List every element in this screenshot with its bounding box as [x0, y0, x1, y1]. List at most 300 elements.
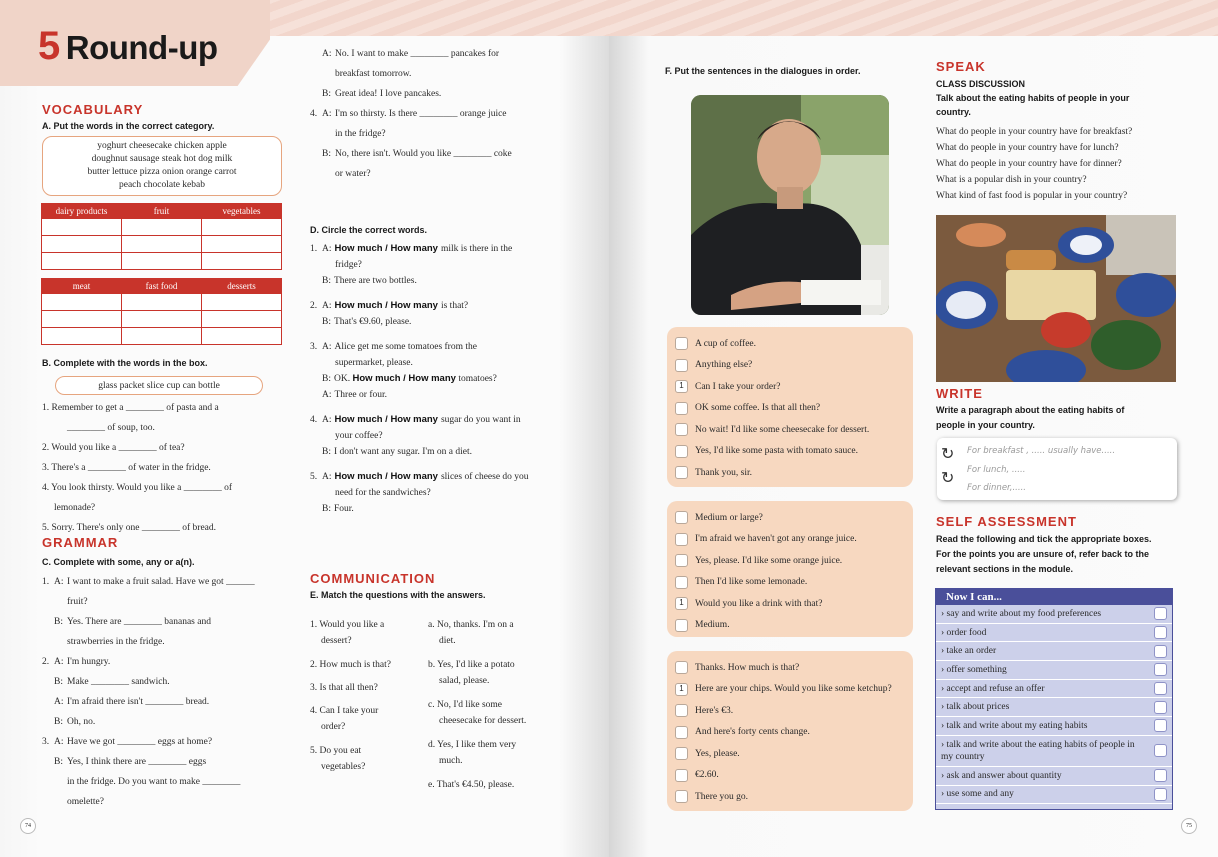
speaker-label: B:: [322, 276, 331, 286]
question: dessert?: [321, 636, 352, 646]
exercise-line: 1. Remember to get a ________ of pasta and a: [42, 403, 219, 413]
table-cell[interactable]: [202, 219, 282, 236]
exercise-line: [42, 632, 282, 652]
choice-words[interactable]: How much / How many: [352, 373, 456, 384]
self-assessment-checkbox[interactable]: [1154, 719, 1167, 732]
self-item-text: say and write about my food preferences: [946, 608, 1102, 619]
speaker-label: [54, 772, 67, 792]
table-header: fast food: [122, 279, 202, 294]
exercise-line: ________ of soup, too.: [67, 423, 155, 433]
order-checkbox[interactable]: [675, 533, 688, 546]
dialogue-text: is that?: [440, 301, 469, 311]
category-table-2: [41, 278, 282, 345]
dialogue-text: in the fridge. Do you want to make ________: [67, 777, 241, 787]
vocabulary-heading: VOCABULARY: [42, 102, 144, 117]
question: 5. Do you eat: [310, 746, 362, 756]
write-example-line: For dinner,.....: [967, 483, 1026, 493]
chevron-right-icon: ›: [941, 608, 947, 619]
dialogue-text: Three or four.: [334, 390, 387, 400]
item-number: [310, 44, 322, 64]
question: 4. Can I take your: [310, 706, 379, 716]
speak-instructions: Talk about the eating habits of people in your: [936, 93, 1130, 103]
dialogue-sentence: There you go.: [695, 791, 749, 802]
order-checkbox[interactable]: [675, 337, 688, 350]
write-instructions: Write a paragraph about the eating habits of: [936, 405, 1125, 415]
self-item-label: [941, 608, 1146, 620]
chevron-right-icon: ›: [941, 770, 947, 781]
order-checkbox[interactable]: [675, 402, 688, 415]
dialogue-line: [675, 376, 905, 398]
dialogue-text: Great idea! I love pancakes.: [335, 89, 442, 99]
exercise-line: 5. Sorry. There's only one ________ of bread.: [42, 523, 216, 533]
exercise-line: lemonade?: [54, 503, 96, 513]
chevron-right-icon: ›: [941, 789, 947, 800]
write-example-line: For lunch, .....: [967, 465, 1026, 475]
self-assessment-item: [936, 605, 1172, 624]
dialogue-sentence: Then I'd like some lemonade.: [695, 577, 808, 588]
dialogue-text: I'm afraid there isn't ________ bread.: [67, 697, 210, 707]
speaker-label: A:: [54, 737, 64, 747]
speaker-label: A:: [54, 577, 64, 587]
speak-questions: [936, 124, 1132, 204]
table-header: desserts: [202, 279, 282, 294]
answer: e. That's €4.50, please.: [428, 780, 515, 790]
item-number: [42, 692, 54, 712]
speaker-label: A:: [322, 415, 332, 425]
dialogue-text: I'm so thirsty. Is there ________ orange juice: [335, 109, 507, 119]
dialogue-text: There are two bottles.: [333, 276, 417, 286]
dialogue-line: [675, 398, 905, 420]
word-box-b: glass packet slice cup can bottle: [55, 376, 263, 395]
exercise-b-items: [42, 398, 232, 538]
question: 3. Is that all then?: [310, 683, 378, 693]
answer: much.: [439, 756, 463, 766]
self-assessment-item: [936, 698, 1172, 717]
exercise-line: [42, 772, 282, 792]
dialogue-sentence: Medium or large?: [695, 512, 763, 523]
speak-instructions-2: country.: [936, 107, 971, 117]
self-item-label: [941, 701, 1146, 713]
self-item-label: [941, 788, 1146, 800]
dialogue-text: Make ________ sandwich.: [67, 677, 170, 687]
speaker-label: B:: [54, 617, 63, 627]
dialogue-text: fruit?: [67, 597, 88, 607]
chevron-right-icon: ›: [941, 702, 947, 713]
exercise-line: [310, 144, 570, 164]
item-number: [42, 592, 54, 612]
answer: salad, please.: [439, 676, 490, 686]
table-cell[interactable]: [122, 253, 202, 270]
speaker-label: B:: [54, 677, 63, 687]
order-checkbox[interactable]: [675, 511, 688, 524]
table-cell[interactable]: [42, 294, 122, 311]
exercise-line: [42, 732, 282, 752]
dialogue-sentence: Here are your chips. Would you like some ketchup?: [695, 684, 892, 695]
question: 1. Would you like a: [310, 620, 385, 630]
exercise-line: [310, 64, 570, 84]
speaker-label: B:: [322, 504, 331, 514]
speaker-label: [322, 64, 335, 84]
speaker-label: A:: [322, 49, 332, 59]
speaker-label: A:: [322, 301, 332, 311]
table-header: dairy products: [42, 204, 122, 219]
self-assessment-item: [936, 661, 1172, 680]
self-assessment-item: [936, 767, 1172, 786]
dialogue-sentence: Thanks. How much is that?: [695, 662, 800, 673]
self-item-text: talk about prices: [946, 702, 1010, 713]
dialogue-line: [675, 355, 905, 377]
speaker-label: B:: [322, 374, 331, 384]
dialogue-line: [675, 657, 905, 679]
dialogue-text: OK.: [333, 374, 353, 384]
d-line: [310, 444, 580, 460]
table-cell[interactable]: [122, 219, 202, 236]
speaker-label: [322, 124, 335, 144]
self-item-label: [941, 770, 1146, 782]
dialogue-line: [675, 679, 905, 701]
exercise-c-items: [42, 572, 282, 812]
self-assessment-checkbox[interactable]: [1154, 788, 1167, 801]
self-assessment-checkbox[interactable]: [1154, 682, 1167, 695]
speaker-label: A:: [322, 342, 332, 352]
dialogue-text: That's €9.60, please.: [333, 317, 412, 327]
self-assessment-instructions: [936, 532, 1152, 577]
dialogue-sentence: Anything else?: [695, 360, 753, 371]
answer: c. No, I'd like some: [428, 700, 503, 710]
order-checkbox[interactable]: [675, 704, 688, 717]
dialogue-line: [675, 550, 905, 572]
order-checkbox[interactable]: [675, 747, 688, 760]
food-table-image: [936, 215, 1176, 382]
choice-words[interactable]: How much / How many: [334, 243, 438, 254]
table-cell[interactable]: [122, 236, 202, 253]
dialogue-text: No, there isn't. Would you like ________ coke: [335, 149, 512, 159]
dialogue-text: Have we got ________ eggs at home?: [67, 737, 213, 747]
dialogue-line: [675, 419, 905, 441]
order-checkbox[interactable]: [675, 790, 688, 803]
table-cell[interactable]: [202, 236, 282, 253]
speaker-label: [322, 164, 335, 184]
dialogue-sentence: OK some coffee. Is that all then?: [695, 403, 821, 414]
self-item-label: [941, 664, 1146, 676]
dialogue-text: tomatoes?: [455, 374, 497, 384]
instruction-line: Read the following and tick the appropriate boxes.: [936, 534, 1152, 544]
order-checkbox[interactable]: 1: [675, 597, 688, 610]
table-cell[interactable]: [42, 311, 122, 328]
choice-words[interactable]: How much / How many: [334, 471, 438, 482]
dialogue-sentence: Yes, please.: [695, 748, 740, 759]
dialogue-text: Four.: [333, 504, 354, 514]
order-checkbox[interactable]: [675, 661, 688, 674]
dialogue-sentence: Yes, I'd like some pasta with tomato sauce.: [695, 446, 859, 457]
now-i-can-box: [935, 588, 1173, 810]
order-checkbox[interactable]: [675, 423, 688, 436]
answers-column: [428, 617, 568, 793]
write-example-line: For breakfast , ..... usually have.....: [967, 446, 1116, 456]
self-assessment-checkbox[interactable]: [1154, 663, 1167, 676]
order-checkbox[interactable]: [675, 619, 688, 632]
order-checkbox[interactable]: [675, 726, 688, 739]
exercise-f-instructions: F. Put the sentences in the dialogues in order.: [665, 66, 861, 76]
d-line: your coffee?: [335, 431, 383, 441]
table-cell[interactable]: [42, 253, 122, 270]
table-header: fruit: [122, 204, 202, 219]
dialogue-sentence: Here's €3.: [695, 705, 734, 716]
curl-icon: ↻: [941, 468, 955, 487]
item-number: 2.: [42, 657, 50, 667]
page-number-right: 75: [1181, 818, 1197, 834]
speaker-label: A:: [322, 472, 332, 482]
self-item-label: [941, 645, 1146, 657]
word-line: doughnut sausage steak hot dog milk: [91, 154, 233, 164]
speak-question: What kind of fast food is popular in your country?: [936, 191, 1128, 201]
word-line: butter lettuce pizza onion orange carrot: [87, 167, 237, 177]
table-cell[interactable]: [42, 236, 122, 253]
choice-words[interactable]: How much / How many: [334, 300, 438, 311]
dialogue-line: [675, 743, 905, 765]
d-line: supermarket, please.: [335, 358, 413, 368]
order-checkbox[interactable]: [675, 466, 688, 479]
table-cell[interactable]: [202, 311, 282, 328]
item-number: [310, 124, 322, 144]
self-assessment-item: [936, 717, 1172, 736]
speak-heading: SPEAK: [936, 59, 986, 74]
question: 2. How much is that?: [310, 660, 392, 670]
question: order?: [321, 722, 346, 732]
unit-title-text: Round-up: [65, 29, 218, 66]
self-assessment-checkbox[interactable]: [1154, 769, 1167, 782]
answer: cheesecake for dessert.: [439, 716, 527, 726]
communication-heading: COMMUNICATION: [310, 571, 436, 586]
table-cell[interactable]: [202, 294, 282, 311]
table-cell[interactable]: [122, 328, 202, 345]
dialogue-line: [675, 507, 905, 529]
self-assessment-checkbox[interactable]: [1154, 744, 1167, 757]
self-item-text: accept and refuse an offer: [946, 683, 1045, 694]
now-i-can-title: Now I can...: [936, 589, 1172, 605]
exercise-line: [310, 44, 570, 64]
d-line: [310, 469, 580, 485]
choice-words[interactable]: How much / How many: [334, 414, 438, 425]
word-box-a: [42, 136, 282, 196]
d-line: [310, 387, 580, 403]
order-checkbox[interactable]: [675, 576, 688, 589]
self-item-label: [941, 683, 1146, 695]
dialogue-text: Alice get me some tomatoes from the: [334, 342, 477, 352]
exercise-line: [310, 124, 570, 144]
write-example-box: [937, 438, 1177, 500]
item-number: 2.: [310, 301, 318, 311]
dialogue-line: [675, 333, 905, 355]
speaker-label: [54, 792, 67, 812]
speaker-label: B:: [322, 89, 331, 99]
chevron-right-icon: ›: [941, 739, 947, 750]
dialogue-text: breakfast tomorrow.: [335, 69, 412, 79]
self-assessment-checkbox[interactable]: [1154, 626, 1167, 639]
dialogue-3: [667, 651, 913, 811]
dialogue-1: [667, 327, 913, 487]
speak-question: What do people in your country have for lunch?: [936, 143, 1119, 153]
order-checkbox[interactable]: [675, 554, 688, 567]
right-page: [609, 0, 1218, 857]
item-number: 4.: [310, 109, 318, 119]
self-assessment-checkbox[interactable]: [1154, 645, 1167, 658]
d-item: [310, 339, 580, 403]
dialogue-text: sugar do you want in: [440, 415, 521, 425]
dialogue-sentence: Thank you, sir.: [695, 467, 752, 478]
item-number: [310, 84, 322, 104]
table-cell[interactable]: [122, 294, 202, 311]
item-number: 3.: [310, 342, 318, 352]
dialogue-line: [675, 441, 905, 463]
exercise-c-instructions: C. Complete with some, any or a(n).: [42, 557, 195, 567]
item-number: [42, 752, 54, 772]
exercise-d-instructions: D. Circle the correct words.: [310, 225, 428, 235]
dialogue-line: [675, 615, 905, 637]
instruction-line: For the points you are unsure of, refer back to the: [936, 549, 1150, 559]
dialogue-line: [675, 572, 905, 594]
chevron-right-icon: ›: [941, 683, 947, 694]
self-assessment-heading: SELF ASSESSMENT: [936, 514, 1077, 529]
table-cell[interactable]: [42, 219, 122, 236]
item-number: [42, 792, 54, 812]
exercise-line: [310, 84, 570, 104]
item-number: [42, 612, 54, 632]
speaker-label: A:: [54, 697, 64, 707]
self-item-text: order food: [946, 627, 987, 638]
dialogue-text: I want to make a fruit salad. Have we got ______: [67, 577, 255, 587]
dialogue-sentence: A cup of coffee.: [695, 338, 757, 349]
self-assessment-item: [936, 736, 1172, 767]
instruction-line: relevant sections in the module.: [936, 564, 1074, 574]
table-cell[interactable]: [202, 328, 282, 345]
order-checkbox[interactable]: 1: [675, 683, 688, 696]
write-instructions-2: people in your country.: [936, 420, 1035, 430]
dialogue-sentence: Can I take your order?: [695, 381, 781, 392]
exercise-line: 2. Would you like a ________ of tea?: [42, 443, 185, 453]
table-header: vegetables: [202, 204, 282, 219]
d-item: [310, 412, 580, 460]
self-assessment-item: [936, 786, 1172, 805]
self-item-text: offer something: [946, 664, 1007, 675]
dialogue-text: or water?: [335, 169, 371, 179]
order-checkbox[interactable]: [675, 769, 688, 782]
self-item-text: talk and write about my eating habits: [946, 720, 1088, 731]
chevron-right-icon: ›: [941, 664, 947, 675]
d-line: [310, 371, 580, 387]
d-line: fridge?: [335, 260, 362, 270]
dialogue-sentence: Yes, please. I'd like some orange juice.: [695, 555, 843, 566]
self-item-label: [941, 720, 1146, 732]
order-checkbox[interactable]: 1: [675, 380, 688, 393]
speaker-label: B:: [322, 447, 331, 457]
dialogue-text: Yes. There are ________ bananas and: [67, 617, 211, 627]
d-line: [310, 501, 580, 517]
self-assessment-item: [936, 680, 1172, 699]
table-cell[interactable]: [42, 328, 122, 345]
exercise-line: [42, 592, 282, 612]
class-discussion-label: CLASS DISCUSSION: [936, 79, 1026, 89]
d-item: [310, 469, 580, 517]
dialogue-text: I'm hungry.: [67, 657, 111, 667]
dialogue-line: [675, 786, 905, 808]
d-item: [310, 298, 580, 330]
dialogue-text: omelette?: [67, 797, 104, 807]
speaker-label: A:: [322, 390, 332, 400]
order-checkbox[interactable]: [675, 445, 688, 458]
self-assessment-item: [936, 642, 1172, 661]
item-number: 5.: [310, 472, 318, 482]
table-cell[interactable]: [202, 253, 282, 270]
dialogue-sentence: Would you like a drink with that?: [695, 598, 823, 609]
unit-title: [38, 24, 218, 69]
exercise-a-instructions: A. Put the words in the correct category.: [42, 121, 215, 131]
dialogue-line: [675, 529, 905, 551]
answer: b. Yes, I'd like a potato: [428, 660, 515, 670]
exercise-line: [42, 572, 282, 592]
item-number: [310, 144, 322, 164]
item-number: 1.: [310, 244, 318, 254]
answer: a. No, thanks. I'm on a: [428, 620, 514, 630]
answer: diet.: [439, 636, 456, 646]
dialogue-text: milk is there in the: [440, 244, 513, 254]
dialogue-line: [675, 722, 905, 744]
d-line: need for the sandwiches?: [335, 488, 431, 498]
table-header: meat: [42, 279, 122, 294]
exercise-line: [310, 104, 570, 124]
dialogue-sentence: €2.60.: [695, 770, 719, 781]
self-assessment-checkbox[interactable]: [1154, 701, 1167, 714]
self-item-label: [941, 627, 1146, 639]
page-number-left: 74: [20, 818, 36, 834]
write-heading: WRITE: [936, 386, 983, 401]
self-item-text: talk and write about the eating habits of people in my country: [941, 739, 1135, 762]
speak-question: What is a popular dish in your country?: [936, 175, 1087, 185]
dialogue-sentence: And here's forty cents change.: [695, 727, 810, 738]
dialogue-line: [675, 462, 905, 484]
dialogue-sentence: I'm afraid we haven't got any orange juice.: [695, 534, 857, 545]
item-number: 4.: [310, 415, 318, 425]
man-writing-photo: [691, 95, 889, 315]
table-cell[interactable]: [122, 311, 202, 328]
exercise-line: [42, 712, 282, 732]
word-line: peach chocolate kebab: [119, 180, 205, 190]
chevron-right-icon: ›: [941, 720, 947, 731]
self-item-label: [941, 739, 1146, 763]
speaker-label: A:: [322, 109, 332, 119]
word-line: yoghurt cheesecake chicken apple: [97, 141, 227, 151]
d-line: [310, 298, 580, 314]
curl-icon: ↻: [941, 444, 955, 463]
self-assessment-checkbox[interactable]: [1154, 607, 1167, 620]
dialogue-line: [675, 593, 905, 615]
self-item-text: use some and any: [946, 789, 1014, 800]
exercise-line: 3. There's a ________ of water in the fridge.: [42, 463, 211, 473]
item-number: 1.: [42, 577, 50, 587]
dialogue-sentence: Medium.: [695, 620, 730, 631]
food-table-photo: [936, 215, 1176, 382]
chevron-right-icon: ›: [941, 627, 947, 638]
order-checkbox[interactable]: [675, 359, 688, 372]
item-number: 3.: [42, 737, 50, 747]
d-line: [310, 241, 580, 257]
man-writing-image: [691, 95, 889, 315]
d-line: [310, 273, 580, 289]
exercise-line: [42, 652, 282, 672]
speaker-label: A:: [54, 657, 64, 667]
exercise-line: [42, 752, 282, 772]
speaker-label: [54, 592, 67, 612]
